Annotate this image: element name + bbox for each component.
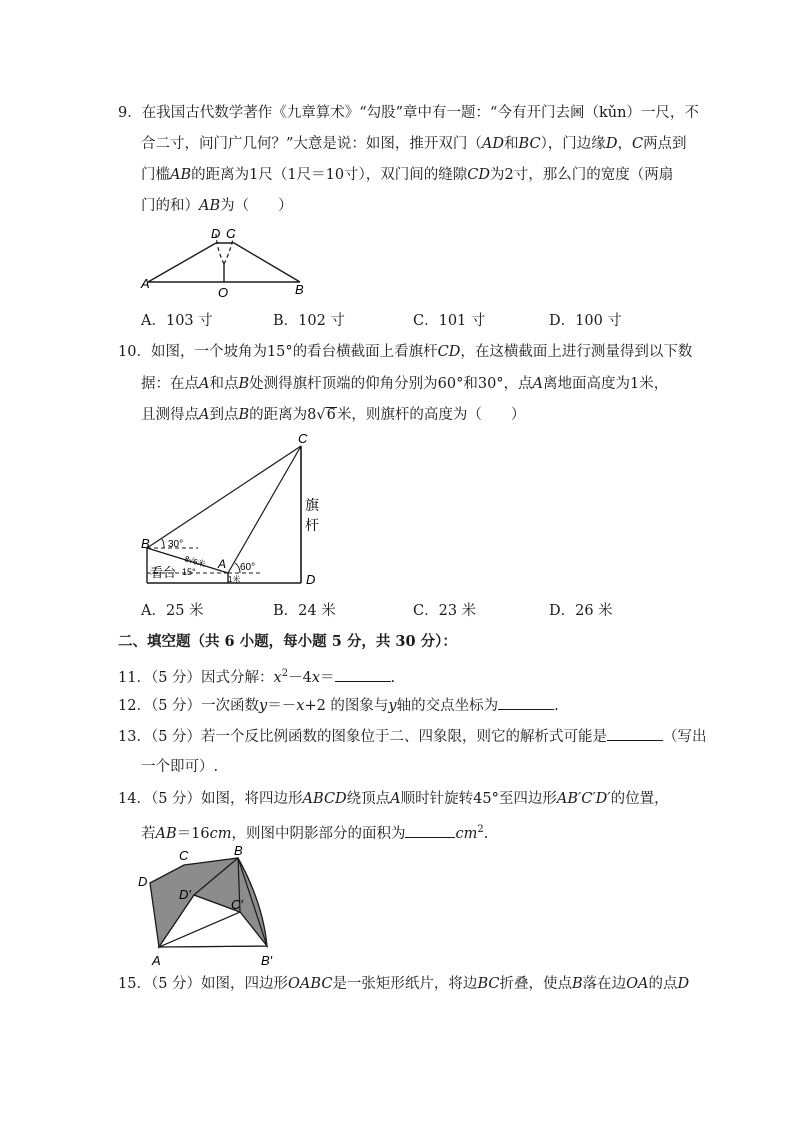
q13-answer-blank xyxy=(607,726,663,741)
q14-line1: 14．（5 分）如图，将四边形ABCD绕顶点A顺时针旋转45°至四边形AB′C′D′的位置， xyxy=(118,791,669,807)
q10-option-d: D．26 米 xyxy=(549,603,613,619)
q10-line3: 且测得点A到点B的距离为8√6米，则旗杆的高度为（ ） xyxy=(141,407,526,423)
q13-line2: 一个即可）. xyxy=(141,759,219,775)
q14-line2: 若AB＝16cm，则图中阴影部分的面积为 $cm^2$. xyxy=(141,824,489,842)
q10-label-b: B xyxy=(141,536,150,551)
q14-label-dp: D′ xyxy=(179,887,191,902)
q10-figure xyxy=(138,430,328,590)
q14-label-b: B xyxy=(234,843,243,858)
q10-line2: 据：在点A和点B处测得旗杆顶端的仰角分别为60°和30°，点A离地面高度为1米， xyxy=(141,376,669,392)
q9-line3: 门槛AB的距离为1尺（1尺＝10寸），双门间的缝隙CD为2寸，那么门的宽度（两扇 xyxy=(141,167,674,183)
q11-line: 11．（5 分）因式分解：$x^2-4x=$ . xyxy=(118,668,396,686)
q10-label-ang15: 15° xyxy=(182,567,196,577)
q12-answer-blank xyxy=(498,695,554,710)
q9-label-c: C xyxy=(226,226,236,241)
q9-figure xyxy=(135,222,320,300)
q10-line1: 10．如图，一个坡角为15°的看台横截面上看旗杆CD，在这横截面上进行测量得到以下数 xyxy=(118,344,693,360)
q10-label-pole1: 旗 xyxy=(305,497,319,513)
q10-label-c: C xyxy=(298,431,308,446)
section-heading: 二、填空题（共 6 小题，每小题 5 分，共 30 分）： xyxy=(118,633,457,650)
q10-label-a: A xyxy=(218,557,227,571)
q9-option-b: B．102 寸 xyxy=(273,313,345,329)
q10-label-onem: 1米 xyxy=(228,575,241,584)
q10-option-a: A．25 米 xyxy=(141,603,204,619)
q9-option-c: C．101 寸 xyxy=(413,313,486,329)
q14-label-a: A xyxy=(152,953,161,968)
q14-answer-blank xyxy=(405,823,455,838)
q14-label-bp: B′ xyxy=(261,953,273,968)
q12-line: 12．（5 分）一次函数y＝－x+2 的图象与y轴的交点坐标为 . xyxy=(118,695,559,716)
q10-label-dist: 8√6米 xyxy=(183,554,207,570)
q9-label-a: A xyxy=(141,276,150,291)
q9-option-a: A．103 寸 xyxy=(141,313,213,329)
q10-label-d: D xyxy=(306,572,316,587)
q9-label-d: D xyxy=(211,226,221,241)
q10-label-pole2: 杆 xyxy=(305,517,319,533)
q14-label-c: C xyxy=(179,848,189,863)
q9-line1: 9．在我国古代数学著作《九章算术》“勾股”章中有一题：“今有开门去阃（kǔn）一尺，不 xyxy=(118,105,699,121)
q9-label-o: O xyxy=(218,285,229,300)
q9-label-b: B xyxy=(295,282,304,297)
q9-line2: 合二寸，问门广几何？”大意是说：如图，推开双门（AD和BC），门边缘D，C两点到 xyxy=(141,136,687,152)
q15-line: 15．（5 分）如图，四边形OABC是一张矩形纸片，将边BC折叠，使点B落在边OA的点D xyxy=(118,976,690,992)
q11-answer-blank xyxy=(335,667,391,682)
q10-option-c: C．23 米 xyxy=(413,603,477,619)
q9-line4: 门的和）AB为（ ） xyxy=(141,198,293,214)
q10-label-ang30: 30° xyxy=(168,539,184,550)
q10-label-stand: 看台 xyxy=(150,565,177,580)
q10-label-ang60: 60° xyxy=(240,562,256,573)
q14-label-cp: C′ xyxy=(231,897,243,912)
q14-figure xyxy=(135,843,285,971)
q14-label-d: D xyxy=(138,874,148,889)
q10-option-b: B．24 米 xyxy=(273,603,336,619)
q13-line1: 13．（5 分）若一个反比例函数的图象位于二、四象限，则它的解析式可能是 （写出 xyxy=(118,726,707,747)
q9-option-d: D．100 寸 xyxy=(549,313,622,329)
